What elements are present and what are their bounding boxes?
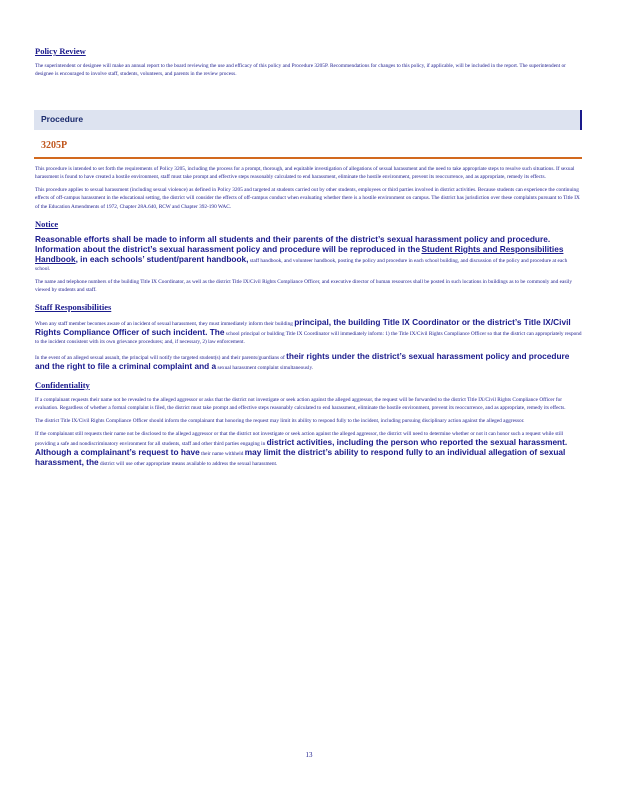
confidentiality-heading: Confidentiality <box>35 379 90 390</box>
confidentiality-text-large: district activities, including the person who reported the sexual harassment. Although a complainant’s request to have <box>35 437 568 458</box>
confidentiality-paragraph-1: If a complainant requests their name not be revealed to the alleged aggressor or asks that the district not investigate or seek action against the alleged aggressor, the request will be forwarded to the district Title IX/Civil Rights Compliance Officer for evaluation. Regardless of whether a formal complaint is filed, the district must take prompt and effective steps reasonably calculated to end harassment, eliminate the hostile environment, prevent its reoccurrence, and as appropriate, remedy its effects. <box>35 396 566 411</box>
notice-paragraph-1 <box>35 235 583 273</box>
student-handbook-link[interactable]: Student Rights and Responsibilities Handbook <box>35 243 564 264</box>
notice-heading: Notice <box>35 218 59 229</box>
confidentiality-paragraph-3 <box>35 430 583 468</box>
policy-review-paragraph: The superintendent or designee will make an annual report to the board reviewing the use and efficacy of this policy and Procedure 3205P. Recommendations for changes to this policy, if applicable, will be included in the report. The superintendent or designee is encouraged to involve staff, students, volunteers, and parents in the review process. <box>35 63 566 78</box>
procedure-header-bar <box>34 110 582 130</box>
policy-review-heading: Policy Review <box>35 46 86 56</box>
notice-paragraph-2: The name and telephone numbers of the building Title IX Coordinator, as well as the district Title IX/Civil Rights Compliance Officer, and executive director of human resources shall be posted in such locations in buildings as to be commonly and easily viewed by students and staff. <box>35 279 573 294</box>
intro-paragraph-1: This procedure is intended to set forth the requirements of Policy 3205, including the process for a prompt, thorough, and equitable investigation of allegations of sexual harassment and the need to take appropriate steps to resolve such situations. If sexual harassment is found to have created a hostile environment, staff must take prompt and effective steps reasonably calculated to end harassment, eliminate the hostile environment, prevent its reoccurrence, and as appropriate, remedy its effects. <box>35 166 575 181</box>
staff-assault-text-small-2: sexual harassment complaint simultaneously. <box>217 364 314 371</box>
staff-assault-text-small: In the event of an alleged sexual assault, the principal will notify the targeted student(s) and their parents/guardians of <box>35 354 285 361</box>
staff-assault-text-large: their rights under the district’s sexual harassment policy and procedure and the right to file a criminal complaint and a <box>35 350 570 371</box>
staff-paragraph-2 <box>35 352 583 372</box>
confidentiality-text-small-2: their name withheld <box>201 451 244 458</box>
staff-text-large: principal, the building Title IX Coordinator or the district’s Title IX/Civil Rights Compliance Officer of such incident. The <box>35 317 571 338</box>
staff-heading: Staff Responsibilities <box>35 302 112 313</box>
notice-text-small: staff handbook, and volunteer handbook, posting the policy and procedure in each school building, and discussion of the policy and procedure at each school. <box>35 257 568 272</box>
staff-text-small-2: school principal or building Title IX Coordinator will immediately inform: 1) the Title IX/Civil Rights Compliance Officer so that the district can appropriately respond to the incident consistent with its own grievance procedures; and, if necessary, 2) law enforcement. <box>35 331 582 346</box>
confidentiality-text-small: If the complainant still requests their name not be disclosed to the alleged aggressor or that the district not investigate or seek action against the alleged aggressor, the district will need to determine whether or not it can honor such a request while still providing a safe and nondiscriminatory environment for all students, staff and other third parties engaging in <box>35 430 564 448</box>
intro-paragraph-2: This procedure applies to sexual harassment (including sexual violence) as defined in Policy 3205 and targeted at students carried out by other students, employees or third parties involved in district activities. Because students can experience the continuing effects of off-campus harassment in the educational setting, the district will consider the effects of off-campus conduct when evaluating whether there is a hostile environment on campus. The district has jurisdiction over these complaints pursuant to Title IX of the Education Amendments of 1972, Chapter 28A.640, RCW and Chapter 392-190 WAC. <box>35 187 580 210</box>
page-number: 13 <box>305 751 313 759</box>
staff-paragraph-1 <box>35 318 583 346</box>
confidentiality-paragraph-2: The district Title IX/Civil Rights Compliance Officer should inform the complainant that honoring the request may limit its ability to respond fully to the incident, including pursuing disciplinary action against the alleged aggressor. <box>35 417 525 424</box>
confidentiality-text-large-2: may limit the district’s ability to respond fully to an individual allegation of sexual harassment, the <box>35 447 566 468</box>
confidentiality-text-small-3: district will use other appropriate means available to address the sexual harassment. <box>99 461 278 468</box>
staff-text-small: When any staff member becomes aware of an incident of sexual harassment, they must immediately inform their building <box>35 321 293 328</box>
procedure-number: 3205P <box>41 140 68 151</box>
procedure-divider <box>34 157 582 159</box>
notice-text-large: Reasonable efforts shall be made to inform all students and their parents of the district’s sexual harassment policy and procedure. Information about the district’s sexual harassment policy and procedure will be reproduced in the <box>35 233 551 254</box>
notice-text-large-2: , in each schools’ student/parent handbook, <box>75 253 249 264</box>
procedure-label: Procedure <box>41 114 84 124</box>
